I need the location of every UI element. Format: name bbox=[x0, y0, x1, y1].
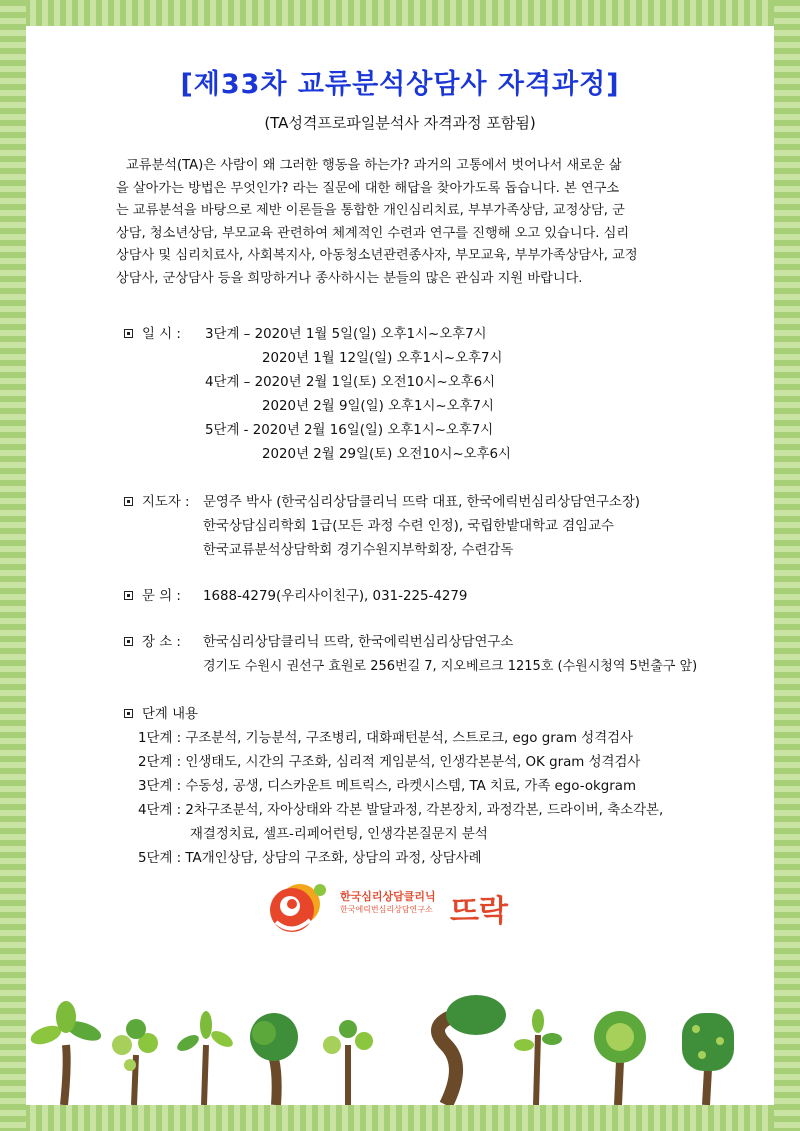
instructor-label: 지도자 : bbox=[142, 495, 190, 510]
instructor-section bbox=[124, 494, 190, 512]
instructor-line: 한국교류분석상담학회 경기수원지부학회장, 수련감독 bbox=[203, 543, 514, 558]
tree-icon bbox=[682, 1013, 734, 1105]
inquiry-section bbox=[124, 588, 181, 606]
square-bullet-icon bbox=[124, 329, 133, 338]
inquiry-phone: 1688-4279(우리사이친구), 031-225-4279 bbox=[203, 589, 468, 604]
schedule-line: 2020년 2월 29일(토) 오전10시~오후6시 bbox=[262, 447, 511, 462]
stage-line: 2단계 : 인생태도, 시간의 구조화, 심리적 게임분석, 인생각본분석, OK gram 성격검사 bbox=[138, 755, 641, 770]
intro-paragraph bbox=[116, 155, 688, 291]
stages-section bbox=[124, 706, 198, 724]
intro-line: 상담, 청소년상담, 부모교육 관련하여 체계적인 수련과 연구를 진행해 오고 있습니다. 심리 bbox=[116, 225, 630, 241]
logo-name-sub: 한국에릭번심리상담연구소 bbox=[340, 905, 433, 914]
square-bullet-icon bbox=[124, 591, 133, 600]
tree-icon bbox=[28, 1001, 103, 1105]
tree-icon bbox=[594, 1011, 646, 1105]
schedule-line: 2020년 1월 12일(일) 오후1시~오후7시 bbox=[262, 351, 503, 366]
schedule-line: 4단계 – 2020년 2월 1일(토) 오전10시~오후6시 bbox=[205, 375, 496, 390]
inquiry-label: 문 의 : bbox=[142, 589, 181, 604]
logo-name-main: 한국심리상담클리닉 bbox=[340, 890, 436, 903]
stage-line: 4단계 : 2차구조분석, 자아상태와 각본 발달과정, 각본장치, 과정각본, 드라이버, 축소각본, bbox=[138, 803, 664, 818]
stage-line: 3단계 : 수동성, 공생, 디스카운트 메트릭스, 라켓시스템, TA 치료, 가족 ego-okgram bbox=[138, 779, 637, 794]
schedule-section bbox=[124, 326, 181, 344]
intro-line: 는 교류분석을 바탕으로 제반 이론들을 통합한 개인심리치료, 부부가족상담, 교정상담, 군 bbox=[116, 203, 625, 219]
square-bullet-icon bbox=[124, 497, 133, 506]
tree-icon bbox=[323, 1020, 373, 1105]
intro-line: 교류분석(TA)은 사람이 왜 그러한 행동을 하는가? 과거의 고통에서 벗어나서 새로운 삶 bbox=[126, 158, 622, 173]
instructor-line: 한국상담심리학회 1급(모든 과정 수련 인정), 국립한밭대학교 겸임교수 bbox=[203, 519, 614, 534]
schedule-label: 일 시 : bbox=[142, 327, 181, 342]
venue-address: 경기도 수원시 권선구 효원로 256번길 7, 지오베르크 1215호 (수원시청역 5번출구 앞) bbox=[203, 659, 698, 674]
clinic-logo bbox=[262, 880, 542, 935]
stage-line: 재결정치료, 셀프-리페어런팅, 인생각본질문지 분석 bbox=[190, 827, 488, 842]
intro-line: 상담사, 군상담사 등을 희망하거나 종사하시는 분들의 많은 관심과 지원 바랍니다. bbox=[116, 270, 583, 286]
venue-label: 장 소 : bbox=[142, 635, 181, 650]
schedule-line: 5단계 - 2020년 2월 16일(일) 오후1시~오후7시 bbox=[205, 423, 494, 438]
tree-icon bbox=[514, 1009, 562, 1105]
stages-label: 단계 내용 bbox=[142, 707, 198, 722]
square-bullet-icon bbox=[124, 709, 133, 718]
stage-line: 5단계 : TA개인상담, 상담의 구조화, 상담의 과정, 상담사례 bbox=[138, 851, 482, 866]
tree-icon bbox=[112, 1019, 158, 1105]
page-title: [제33차 교류분석상담사 자격과정] bbox=[180, 69, 620, 100]
instructor-line: 문영주 박사 (한국심리상담클리닉 뜨락 대표, 한국에릭번심리상담연구소장) bbox=[203, 495, 640, 510]
decorative-trees bbox=[26, 985, 774, 1105]
intro-line: 상담사 및 심리치료사, 사회복지사, 아동청소년관련종사자, 부모교육, 부부가족상담사, 교정 bbox=[116, 248, 638, 264]
logo-brand: 뜨락 bbox=[450, 894, 508, 929]
venue-line: 한국심리상담클리닉 뜨락, 한국에릭번심리상담연구소 bbox=[203, 635, 514, 650]
tree-icon bbox=[175, 1011, 236, 1105]
schedule-line: 2020년 2월 9일(일) 오후1시~오후7시 bbox=[262, 399, 494, 414]
page-subtitle: (TA성격프로파일분석사 자격과정 포함됨) bbox=[264, 114, 536, 132]
schedule-line: 3단계 – 2020년 1월 5일(일) 오후1시~오후7시 bbox=[205, 327, 487, 342]
tree-icon bbox=[438, 995, 506, 1105]
venue-section bbox=[124, 634, 181, 652]
intro-line: 을 살아가는 방법은 무엇인가? 라는 질문에 대한 해답을 찾아가도록 돕습니다. 본 연구소 bbox=[116, 180, 620, 196]
clinic-logo-icon bbox=[262, 880, 334, 936]
square-bullet-icon bbox=[124, 637, 133, 646]
stage-line: 1단계 : 구조분석, 기능분석, 구조병리, 대화패턴분석, 스트로크, ego gram 성격검사 bbox=[138, 731, 633, 746]
tree-icon bbox=[250, 1013, 298, 1105]
